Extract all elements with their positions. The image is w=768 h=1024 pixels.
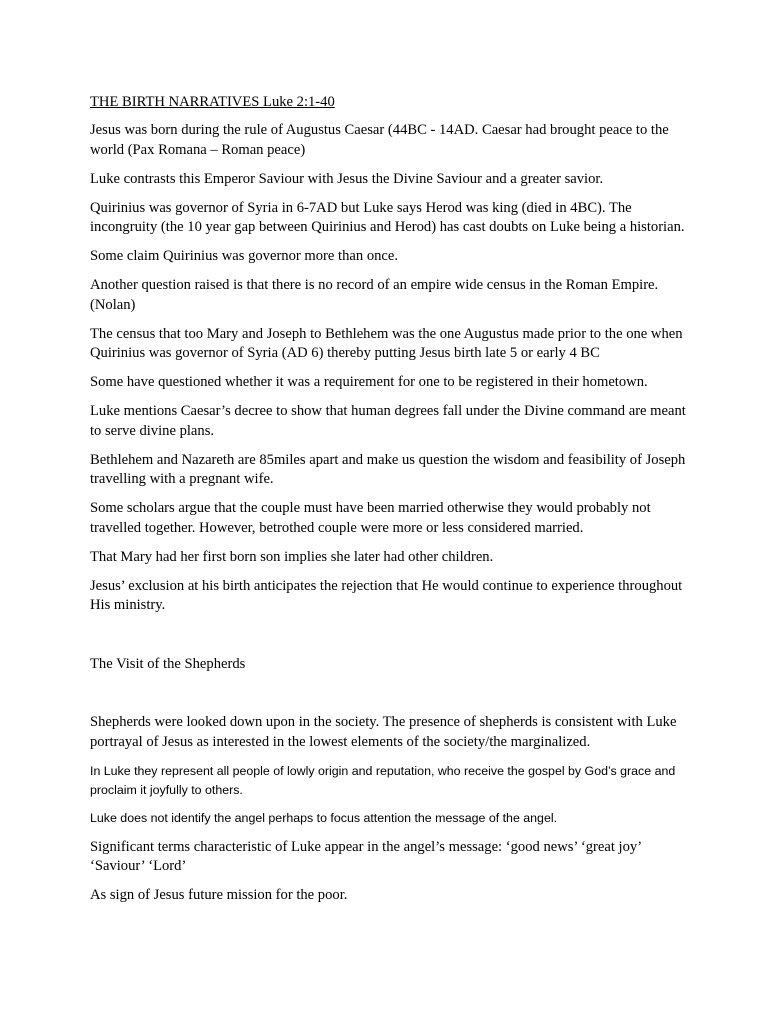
paragraph-augustus: Jesus was born during the rule of Augustus Caesar (44BC - 14AD. Caesar had brought peace to the world (Pax Romana – Roman peace): [90, 122, 669, 158]
paragraph-angel: Luke does not identify the angel perhaps to focus attention the message of the angel.: [90, 811, 558, 825]
paragraph-significant-terms: Significant terms characteristic of Luke appear in the angel’s message: ‘good news’ ‘great joy’ ‘Saviour’ ‘Lord’: [90, 838, 641, 874]
paragraph-lowly-origin: In Luke they represent all people of lowly origin and reputation, who receive the gospel by God’s grace and proclaim it joyfully to others.: [90, 763, 676, 797]
paragraph-census-record: Another question raised is that there is no record of an empire wide census in the Roman Empire. (Nolan): [90, 277, 659, 313]
paragraph-married: Some scholars argue that the couple must have been married otherwise they would probably not travelled together. However, betrothed couple were more or less considered married.: [90, 500, 651, 536]
section-heading-shepherds: The Visit of the Shepherds: [90, 655, 246, 672]
paragraph-caesar-decree: Luke mentions Caesar’s decree to show that human degrees fall under the Divine command are meant to serve divine plans.: [90, 403, 686, 439]
paragraph-first-born: That Mary had her first born son implies she later had other children.: [90, 548, 494, 565]
paragraph-census-bethlehem: The census that too Mary and Joseph to Bethlehem was the one Augustus made prior to the one when Quirinius was governor of Syria (AD 6) thereby putting Jesus birth late 5 or early 4 BC: [90, 325, 683, 361]
paragraph-exclusion: Jesus’ exclusion at his birth anticipates the rejection that He would continue to experience throughout His ministry.: [90, 577, 683, 613]
paragraph-emperor-saviour: Luke contrasts this Emperor Saviour with Jesus the Divine Saviour and a greater savior.: [90, 170, 604, 187]
paragraph-mission-poor: As sign of Jesus future mission for the poor.: [90, 887, 348, 903]
paragraph-hometown: Some have questioned whether it was a requirement for one to be registered in their hometown.: [90, 374, 648, 390]
paragraph-distance: Bethlehem and Nazareth are 85miles apart and make us question the wisdom and feasibility of Joseph travelling with a pregnant wife.: [90, 451, 686, 487]
document-title: THE BIRTH NARRATIVES Luke 2:1-40: [90, 94, 335, 110]
paragraph-quirinius: Quirinius was governor of Syria in 6-7AD but Luke says Herod was king (died in 4BC). The incongruity (the 10 year gap between Quirinius and Herod) has cast doubts on Luke being a historian.: [90, 199, 685, 235]
paragraph-shepherds: Shepherds were looked down upon in the society. The presence of shepherds is consistent with Luke portrayal of Jesus as interested in the lowest elements of the society/the marginalized.: [90, 714, 677, 750]
document-page: [90, 93, 690, 915]
paragraph-governor-twice: Some claim Quirinius was governor more than once.: [90, 248, 399, 264]
